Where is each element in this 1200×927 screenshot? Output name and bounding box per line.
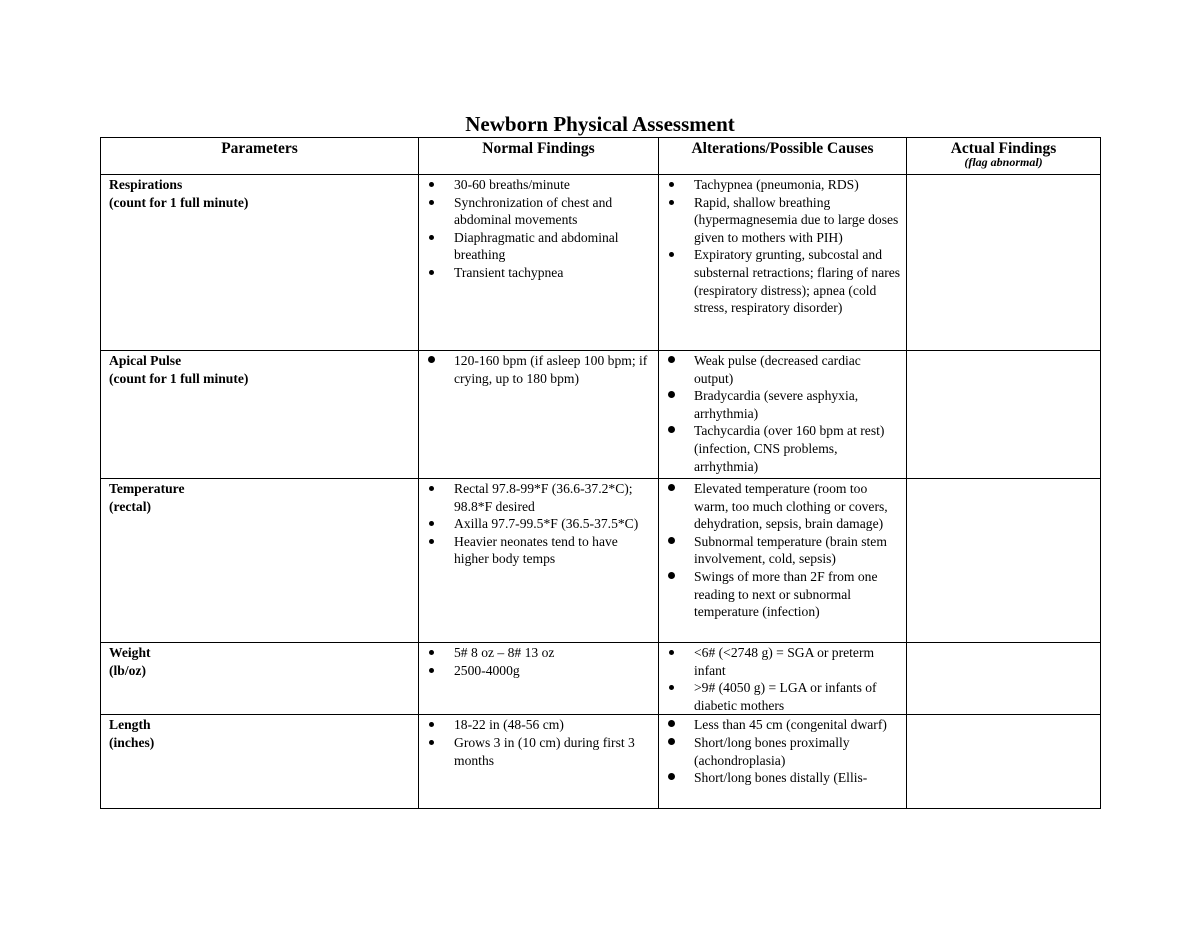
alterations-cell	[659, 479, 907, 643]
normal-findings-cell	[419, 175, 659, 351]
parameter-note: (lb/oz)	[109, 662, 146, 678]
table-row	[101, 351, 1101, 479]
parameter-note: (rectal)	[109, 498, 152, 514]
list-item: <6# (<2748 g) = SGA or preterm infant	[659, 644, 902, 679]
list-item: Bradycardia (severe asphyxia, arrhythmia)	[659, 387, 902, 422]
parameter-name: Apical Pulse	[109, 353, 182, 368]
actual-findings-cell[interactable]	[907, 715, 1101, 809]
parameter-cell	[101, 643, 419, 715]
list-item: >9# (4050 g) = LGA or infants of diabetic mothers	[659, 679, 902, 714]
actual-findings-cell[interactable]	[907, 175, 1101, 351]
list-item: Tachypnea (pneumonia, RDS)	[659, 176, 902, 194]
list-item: Short/long bones proximally (achondroplasia)	[659, 734, 902, 769]
parameter-note: (count for 1 full minute)	[109, 194, 249, 210]
list-item: Axilla 97.7-99.5*F (36.5-37.5*C)	[419, 515, 654, 533]
list-item: Tachycardia (over 160 bpm at rest) (infection, CNS problems, arrhythmia)	[659, 422, 902, 475]
actual-findings-cell[interactable]	[907, 479, 1101, 643]
page-title: Newborn Physical Assessment	[465, 112, 735, 136]
table-header-row	[101, 138, 1101, 175]
alterations-cell	[659, 643, 907, 715]
parameter-note: (inches)	[109, 734, 155, 750]
list-item: Weak pulse (decreased cardiac output)	[659, 352, 902, 387]
normal-findings-cell	[419, 479, 659, 643]
list-item: Synchronization of chest and abdominal movements	[419, 194, 654, 229]
table-row	[101, 479, 1101, 643]
list-item: Heavier neonates tend to have higher body temps	[419, 533, 654, 568]
list-item: Subnormal temperature (brain stem involvement, cold, sepsis)	[659, 533, 902, 568]
list-item: Expiratory grunting, subcostal and substernal retractions; flaring of nares (respiratory distress); apnea (cold stress, respiratory disorder)	[659, 246, 902, 316]
actual-findings-cell[interactable]	[907, 351, 1101, 479]
list-item: 5# 8 oz – 8# 13 oz	[419, 644, 654, 662]
header-parameters: Parameters	[101, 138, 419, 175]
alterations-cell	[659, 175, 907, 351]
parameter-name: Length	[109, 717, 151, 733]
header-normal-findings: Normal Findings	[419, 138, 659, 175]
parameter-name: Temperature	[109, 481, 185, 496]
alterations-cell	[659, 351, 907, 479]
list-item: Grows 3 in (10 cm) during first 3 months	[419, 734, 654, 769]
list-item: Transient tachypnea	[419, 264, 654, 282]
table-row	[101, 643, 1101, 715]
header-actual-label: Actual Findings	[950, 140, 1057, 157]
normal-findings-cell	[419, 715, 659, 809]
list-item: Short/long bones distally (Ellis-	[659, 769, 902, 787]
assessment-table	[100, 137, 1101, 809]
table-row	[101, 175, 1101, 351]
list-item: Less than 45 cm (congenital dwarf)	[659, 716, 902, 734]
alterations-cell	[659, 715, 907, 809]
list-item: Rapid, shallow breathing (hypermagnesemia due to large doses given to mothers with PIH)	[659, 194, 902, 247]
header-alterations: Alterations/Possible Causes	[659, 138, 907, 175]
parameter-cell	[101, 715, 419, 809]
parameter-note: (count for 1 full minute)	[109, 370, 249, 386]
parameter-name: Weight	[109, 645, 151, 660]
list-item: 18-22 in (48-56 cm)	[419, 716, 654, 734]
list-item: 2500-4000g	[419, 662, 654, 680]
header-actual-findings	[907, 138, 1101, 175]
parameter-name: Respirations	[109, 177, 183, 192]
parameter-cell	[101, 479, 419, 643]
normal-findings-cell	[419, 643, 659, 715]
actual-findings-cell[interactable]	[907, 643, 1101, 715]
list-item: Rectal 97.8-99*F (36.6-37.2*C); 98.8*F desired	[419, 480, 654, 515]
list-item: 120-160 bpm (if asleep 100 bpm; if crying, up to 180 bpm)	[419, 352, 654, 387]
list-item: Diaphragmatic and abdominal breathing	[419, 229, 654, 264]
list-item: 30-60 breaths/minute	[419, 176, 654, 194]
list-item: Elevated temperature (room too warm, too much clothing or covers, dehydration, sepsis, brain damage)	[659, 480, 902, 533]
header-actual-sublabel: (flag abnormal)	[964, 155, 1043, 169]
table-row	[101, 715, 1101, 809]
normal-findings-cell	[419, 351, 659, 479]
list-item: Swings of more than 2F from one reading to next or subnormal temperature (infection)	[659, 568, 902, 621]
parameter-cell	[101, 351, 419, 479]
parameter-cell	[101, 175, 419, 351]
